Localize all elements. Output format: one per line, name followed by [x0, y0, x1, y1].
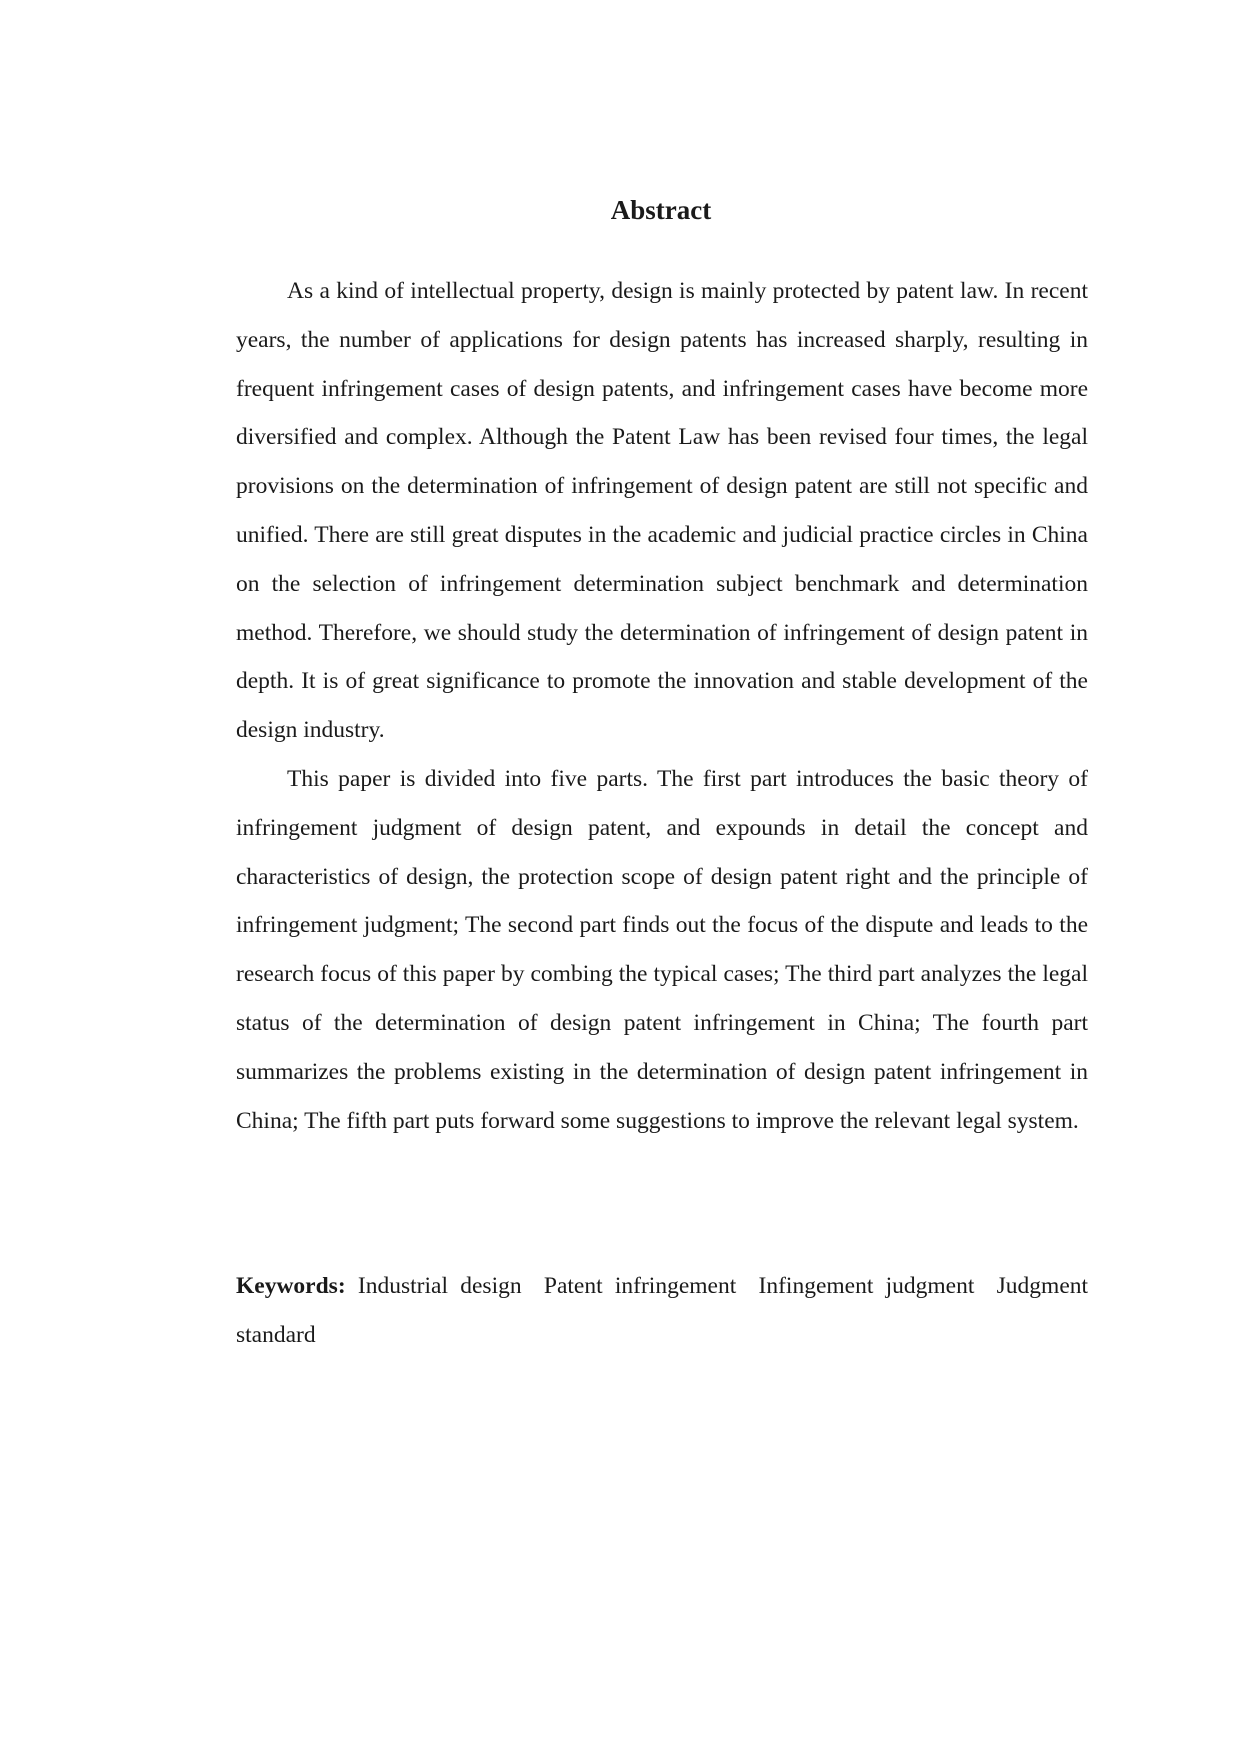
keywords-line [236, 1262, 1088, 1360]
abstract-body [236, 267, 1088, 1145]
abstract-paragraph-2: This paper is divided into five parts. The first part introduces the basic theory of infringement judgment of design patent, and expounds in detail the concept and characteristics of design, the protection scope of design patent right and the principle of infringement judgment; The second part finds out the focus of the dispute and leads to the research focus of this paper by combing the typical cases; The third part analyzes the legal status of the determination of design patent infringement in China; The fourth part summarizes the problems existing in the determination of design patent infringement in China; The fifth part puts forward some suggestions to improve the relevant legal system. [236, 765, 1088, 1134]
keywords-label: Keywords: [236, 1273, 346, 1299]
keyword-item: Patent infringement [543, 1273, 737, 1299]
keyword-item: Judgment standard [236, 1273, 1089, 1348]
abstract-paragraph-1: As a kind of intellectual property, design is mainly protected by patent law. In recent years, the number of applications for design patents has increased sharply, resulting in frequent infringement cases of design patents, and infringement cases have become more diversified and complex. Although the Patent Law has been revised four times, the legal provisions on the determination of infringement of design patent are still not specific and unified. There are still great disputes in the academic and judicial practice circles in China on the selection of infringement determination subject benchmark and determination method. Therefore, we should study the determination of infringement of design patent in depth. It is of great significance to promote the innovation and stable development of the design industry. [236, 278, 1088, 744]
keyword-item: Infingement judgment [758, 1273, 975, 1299]
abstract-title: Abstract [610, 195, 712, 225]
keyword-item: Industrial design [357, 1273, 522, 1299]
